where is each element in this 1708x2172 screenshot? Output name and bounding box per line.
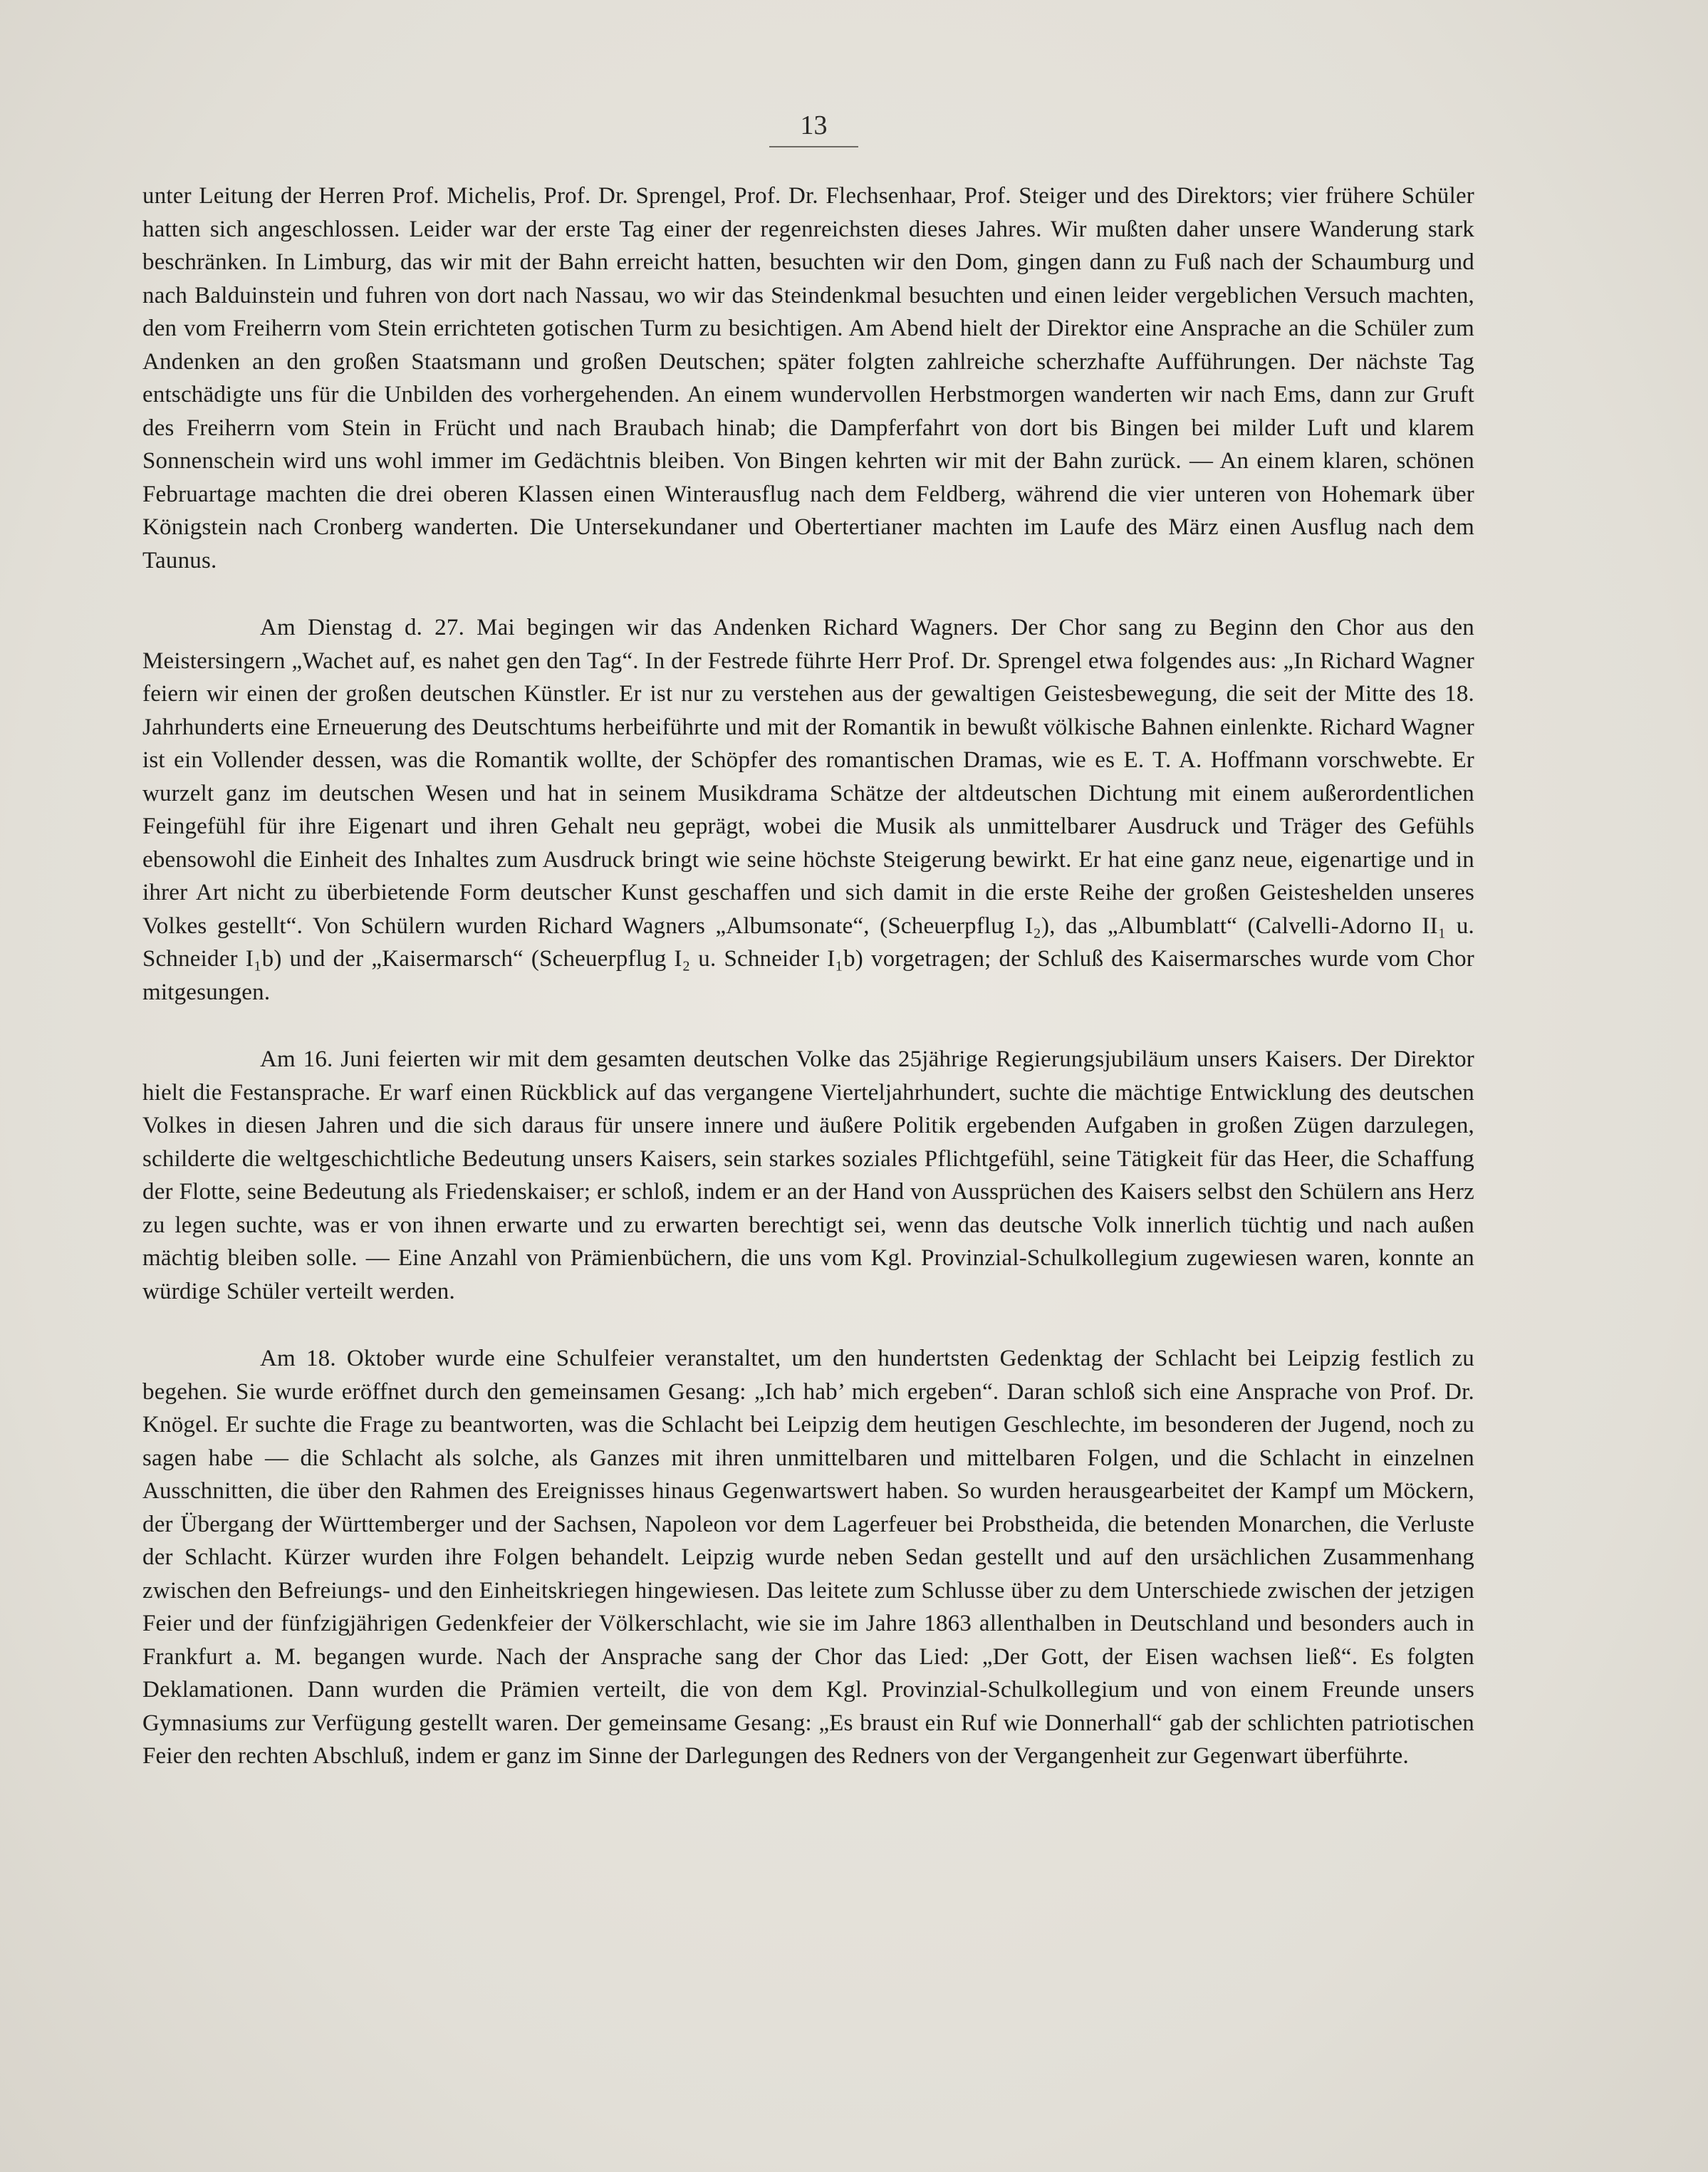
page-number-rule — [769, 146, 858, 147]
page-number: 13 — [800, 110, 828, 140]
text-body — [142, 180, 1474, 1773]
paragraph-leipzig-commemoration: Am 18. Oktober wurde eine Schulfeier veranstaltet, um den hundertsten Gedenktag der Schlacht bei Leipzig festlich zu begehen. Sie wurde eröffnet durch den gemeinsamen Gesang: „Ich hab’ mich ergeben“. Daran schloß sich eine Ansprache von Prof. Dr. Knögel. Er suchte die Frage zu beantworten, was die Schlacht bei Leipzig dem heutigen Geschlechte, im besonderen der Jugend, noch zu sagen habe — die Schlacht als solche, als Ganzes mit ihren unmittelbaren und mittelbaren Folgen, und die Schlacht in einzelnen Ausschnitten, die über den Rahmen des Ereignisses hinaus Gegenwartswert haben. So wurden herausgearbeitet der Kampf um Möckern, der Übergang der Württemberger und der Sachsen, Napoleon vor dem Lagerfeuer bei Probstheida, die betenden Monarchen, die Verluste der Schlacht. Kürzer wurden ihre Folgen behandelt. Leipzig wurde neben Sedan gestellt und auf den ursächlichen Zusammenhang zwischen den Befreiungs- und den Einheitskriegen hingewiesen. Das leitete zum Schlusse über zu dem Unterschiede zwischen der jetzigen Feier und der fünfzigjährigen Gedenkfeier der Völkerschlacht, wie sie im Jahre 1863 allenthalben in Deutschland und besonders auch in Frankfurt a. M. begangen wurde. Nach der Ansprache sang der Chor das Lied: „Der Gott, der Eisen wachsen ließ“. Es folgten Deklamationen. Dann wurden die Prämien verteilt, die von dem Kgl. Provinzial-Schulkollegium und von einem Freunde unsers Gymnasiums zur Verfügung gestellt waren. Der gemeinsame Gesang: „Es braust ein Ruf wie Donnerhall“ gab der schlichten patriotischen Feier den rechten Abschluß, indem er ganz im Sinne der Darlegungen des Redners von der Vergangenheit zur Gegenwart überführte. — [142, 1346, 1474, 1769]
paragraph-wagner-celebration: Am Dienstag d. 27. Mai begingen wir das Andenken Richard Wagners. Der Chor sang zu Beginn den Chor aus den Meistersingern „Wachet auf, es nahet gen den Tag“. In der Festrede führte Herr Prof. Dr. Sprengel etwa folgendes aus: „In Richard Wagner feiern wir einen der großen deutschen Künstler. Er ist nur zu verstehen aus der gewaltigen Geistesbewegung, die seit der Mitte des 18. Jahrhunderts eine Erneuerung des Deutschtums herbeiführte und mit der Romantik in bewußt völkische Bahnen einlenkte. Richard Wagner ist ein Vollender dessen, was die Romantik wollte, der Schöpfer des romantischen Dramas, wie es E. T. A. Hoffmann vorschwebte. Er wurzelt ganz im deutschen Wesen und hat in seinem Musikdrama Schätze der altdeutschen Dichtung mit einem außerordentlichen Feingefühl für ihre Eigenart und ihren Gehalt neu geprägt, wobei die Musik als unmittelbarer Ausdruck und Träger des Gefühls ebensowohl die Einheit des Inhaltes zum Ausdruck bringt wie seine höchste Steigerung bewirkt. Er hat eine ganz neue, eigenartige und in ihrer Art nicht zu überbietende Form deutscher Kunst geschaffen und sich damit in die erste Reihe der großen Geisteshelden unseres Volkes gestellt“. Von Schülern wurden Richard Wagners „Albumsonate“, (Scheuerpflug I₂), das „Albumblatt“ (Calvelli-Adorno II₁ u. Schneider I₁b) und der „Kaisermarsch“ (Scheuerpflug I₂ u. Schneider I₁b) vorgetragen; der Schluß des Kaisermarsches wurde vom Chor mitgesungen. — [142, 615, 1474, 1005]
paragraph-kaiser-jubilee: Am 16. Juni feierten wir mit dem gesamten deutschen Volke das 25jährige Regierungsjubiläum unsers Kaisers. Der Direktor hielt die Festansprache. Er warf einen Rückblick auf das vergangene Vierteljahrhundert, suchte die mächtige Entwicklung des deutschen Volkes in diesen Jahren und die sich daraus für unsere innere und äußere Politik ergebenden Aufgaben in großen Zügen darzulegen, schilderte die weltgeschichtliche Bedeutung unsers Kaisers, sein starkes soziales Pflichtgefühl, seine Tätigkeit für das Heer, die Schaffung der Flotte, seine Bedeutung als Friedenskaiser; er schloß, indem er an der Hand von Aussprüchen des Kaisers selbst den Schülern ans Herz zu legen suchte, was er von ihnen erwarte und zu erwarten berechtigt sei, wenn das deutsche Volk innerlich tüchtig und nach außen mächtig bleiben solle. — Eine Anzahl von Prämienbüchern, die uns vom Kgl. Provinzial-Schulkollegium zugewiesen waren, konnte an würdige Schüler verteilt werden. — [142, 1046, 1474, 1304]
paragraph-excursion: unter Leitung der Herren Prof. Michelis, Prof. Dr. Sprengel, Prof. Dr. Flechsenhaar, Prof. Steiger und des Direktors; vier frühere Schüler hatten sich angeschlossen. Leider war der erste Tag einer der regenreichsten dieses Jahres. Wir mußten daher unsere Wanderung stark beschränken. In Limburg, das wir mit der Bahn erreicht hatten, besuchten wir den Dom, gingen dann zu Fuß nach der Schaumburg und nach Balduinstein und fuhren von dort nach Nassau, wo wir das Steindenkmal besuchten und einen leider vergeblichen Versuch machten, den vom Freiherrn vom Stein errichteten gotischen Turm zu besichtigen. Am Abend hielt der Direktor eine Ansprache an die Schüler zum Andenken an den großen Staatsmann und großen Deutschen; später folgten zahlreiche scherzhafte Aufführungen. Der nächste Tag entschädigte uns für die Unbilden des vorhergehenden. An einem wundervollen Herbstmorgen wanderten wir nach Ems, dann zur Gruft des Freiherrn vom Stein in Frücht und nach Braubach hinab; die Dampferfahrt von dort bis Bingen bei milder Luft und klarem Sonnenschein wird uns wohl immer im Gedächtnis bleiben. Von Bingen kehrten wir mit der Bahn zurück. — An einem klaren, schönen Februartage machten die drei oberen Klassen einen Winterausflug nach dem Feldberg, während die vier unteren von Hohemark über Königstein nach Cronberg wanderten. Die Untersekundaner und Obertertianer machten im Laufe des März einen Ausflug nach dem Taunus. — [142, 183, 1474, 573]
